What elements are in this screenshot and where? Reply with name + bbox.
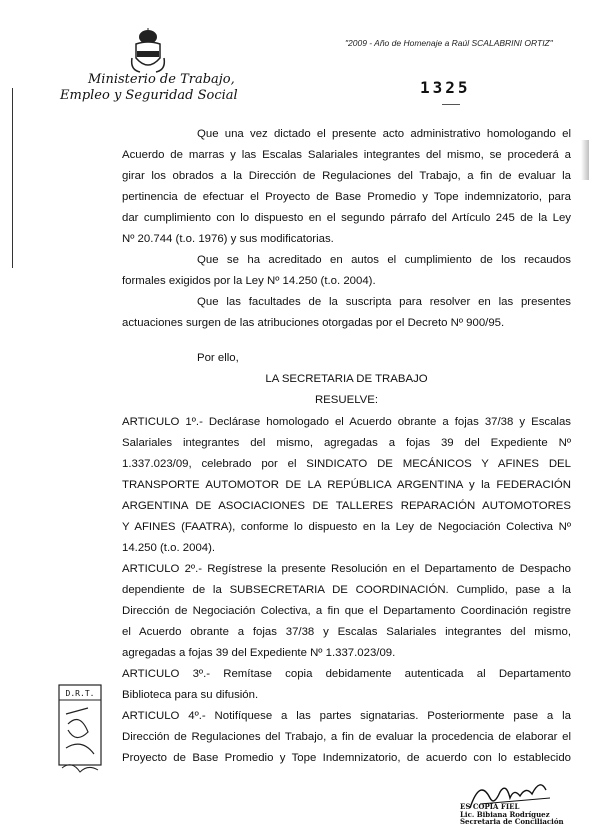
body-line: Por ello, xyxy=(197,352,239,364)
margin-line xyxy=(12,88,13,268)
drt-stamp xyxy=(58,684,102,776)
body-line: ARTICULO 4º.- Notifíquese a las partes signatarias. Posteriormente pase a la xyxy=(122,710,571,722)
body-line: Nº 20.744 (t.o. 1976) y sus modificatorias. xyxy=(122,233,334,245)
document-number: 1325 xyxy=(420,78,471,97)
body-line: ARGENTINA DE ASOCIACIONES DE TALLERES REPARACIÓN AUTOMOTORES xyxy=(122,500,571,512)
scan-shadow xyxy=(581,140,589,180)
body-line: ARTICULO 1º.- Declárase homologado el Acuerdo obrante a fojas 37/38 y Escalas xyxy=(122,416,571,428)
body-line: ARTICULO 3º.- Remítase copia debidamente autenticada al Departamento xyxy=(122,668,571,680)
body-line: Salariales integrantes del mismo, agregadas a fojas 39 del Expediente Nº xyxy=(122,437,571,449)
certification-stamp xyxy=(460,803,564,826)
stamp-line-2: Lic. Bibiana Rodríguez xyxy=(460,809,550,819)
body-line: girar los obrados a la Dirección de Regulaciones del Trabajo, a fin de evaluar la xyxy=(122,170,571,182)
body-line: TRANSPORTE AUTOMOTOR DE LA REPÚBLICA ARGENTINA y la FEDERACIÓN xyxy=(122,479,571,491)
issuer-heading: LA SECRETARIA DE TRABAJO xyxy=(265,373,428,385)
body-line: Y AFINES (FAATRA), conforme lo dispuesto en la Ley de Negociación Colectiva Nº xyxy=(122,521,571,533)
ministry-line-2: Empleo y Seguridad Social xyxy=(60,88,238,103)
body-line: agregadas a fojas 39 del Expediente Nº 1.337.023/09. xyxy=(122,647,396,659)
body-line: formales exigidos por la Ley Nº 14.250 (t.o. 2004). xyxy=(122,275,376,287)
ministry-line-1: Ministerio de Trabajo, xyxy=(88,72,235,87)
body-line: Biblioteca para su difusión. xyxy=(122,689,259,701)
resolves-heading: RESUELVE: xyxy=(314,394,379,406)
body-line: dar cumplimiento con lo dispuesto en el segundo párrafo del Artículo 245 de la Ley xyxy=(122,212,571,224)
year-note: "2009 - Año de Homenaje a Raúl SCALABRINI ORTIZ" xyxy=(345,38,553,48)
number-underline xyxy=(442,104,460,105)
body-line: Que una vez dictado el presente acto administrativo homologando el xyxy=(197,128,571,140)
ministry-name xyxy=(60,72,238,104)
body-line: Que se ha acreditado en autos el cumplimiento de los recaudos xyxy=(197,254,571,266)
body-line: Acuerdo de marras y las Escalas Salariales integrantes del mismo, se procederá a xyxy=(122,149,571,161)
body-line: ARTICULO 2º.- Regístrese la presente Resolución en el Departamento de Despacho xyxy=(122,563,571,575)
body-line: Dirección de Negociación Colectiva, a fin que el Departamento Coordinación registre xyxy=(122,605,571,617)
body-line: el Acuerdo obrante a fojas 37/38 y Escalas Salariales integrantes del mismo, xyxy=(122,626,571,638)
body-line: dependiente de la SUBSECRETARIA DE COORDINACIÓN. Cumplido, pase a la xyxy=(122,584,571,596)
body-line: Dirección de Regulaciones del Trabajo, a fin de evaluar la procedencia de elaborar el xyxy=(122,731,571,743)
body-line: Que las facultades de la suscripta para resolver en las presentes xyxy=(197,296,571,308)
body-line: 14.250 (t.o. 2004). xyxy=(122,542,216,554)
stamp-line-3: Secretaria de Conciliación xyxy=(460,817,564,826)
body-line: pertinencia de efectuar el Proyecto de Base Promedio y Tope indemnizatorio, para xyxy=(122,191,571,203)
body-line: actuaciones surgen de las atribuciones otorgadas por el Decreto Nº 900/95. xyxy=(122,317,505,329)
body-line: Proyecto de Base Promedio y Tope Indemnizatorio, de acuerdo con lo establecido xyxy=(122,752,571,764)
coat-of-arms-icon xyxy=(130,28,166,74)
body-line: 1.337.023/09, celebrado por el SINDICATO DE MECÁNICOS Y AFINES DEL xyxy=(122,458,571,470)
drt-label: D.R.T. xyxy=(65,689,95,698)
stamp-line-1: ES COPIA FIEL xyxy=(460,802,520,811)
